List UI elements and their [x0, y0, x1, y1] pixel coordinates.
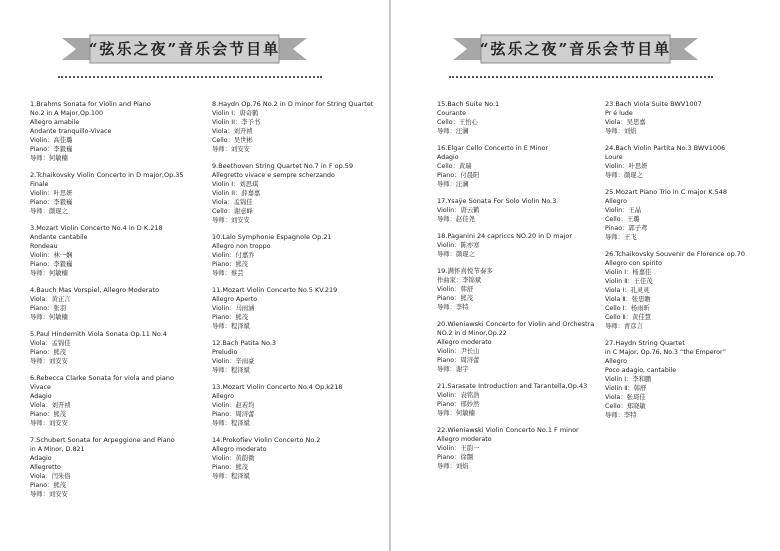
program-line: 导师：程泽斌	[212, 367, 250, 374]
program-line: 导师：程泽斌	[212, 420, 250, 427]
piece-title: 17.Ysaÿe Sonata For Solo Violin No.3	[437, 197, 557, 205]
program-item	[30, 286, 210, 322]
program-item	[30, 436, 210, 499]
program-line: Allegro non troppo	[212, 243, 271, 250]
program-line: Allegro moderato	[212, 446, 267, 453]
program-line: Allegro moderato	[437, 339, 492, 346]
piece-title: 1.Brahms Sonata for Violin and Piano	[30, 100, 151, 108]
program-line: Violin：马雨涵	[212, 305, 255, 312]
program-line: 导师：何敏楠	[437, 410, 475, 417]
piece-title: 8.Haydn Op.76 No.2 in D minor for String Quartet	[212, 100, 374, 108]
program-line: Violin：王韵一	[437, 445, 480, 452]
title-banner	[62, 34, 307, 64]
program-column-4	[605, 100, 780, 428]
program-line: Violin：袁铭浩	[437, 392, 480, 399]
piece-title: 9.Beethoven String Quartet No.7 in F op.59	[212, 162, 354, 170]
program-line: Cello：吴世彬	[212, 137, 253, 144]
program-line: Cello Ⅰ：杨雨昕	[605, 305, 650, 312]
program-line: NO.2 in d Minor,Op.22	[437, 330, 507, 337]
program-line: 导师：颜琨之	[437, 251, 475, 258]
program-line: Violin：王晶	[605, 207, 642, 214]
program-line: Violin：陈亦寒	[437, 242, 480, 249]
program-item	[212, 339, 392, 375]
program-item	[30, 224, 210, 278]
program-item	[30, 374, 210, 428]
program-item	[212, 233, 392, 278]
program-line: 导师：程泽斌	[212, 473, 250, 480]
program-item	[605, 250, 780, 331]
program-line: Violin I：刘思琪	[212, 181, 259, 188]
program-line: Preludio	[212, 349, 238, 356]
program-line: Poco adagio, cantabile	[605, 367, 677, 374]
program-line: Violin：赵若均	[212, 402, 255, 409]
program-line: Piano：李毅巍	[30, 261, 73, 268]
program-line: 导师：刘安安	[30, 358, 68, 365]
program-line: Piano：熊茂	[212, 464, 249, 471]
program-line: Violin：高佳璐	[30, 137, 73, 144]
program-line: 导师：王飞	[605, 234, 637, 241]
program-line: Violin：唐云鹤	[437, 207, 480, 214]
program-line: Loure	[605, 154, 623, 161]
program-line: Cello Ⅱ：黄佳慧	[605, 314, 651, 321]
piece-title: 4.Bauch Mas Vorspiel, Allegro Moderato	[30, 286, 160, 294]
program-line: Viola Ⅱ：张思瞻	[605, 296, 651, 303]
program-item	[437, 232, 617, 259]
program-line: Viola：刘开祯	[212, 128, 253, 135]
program-line: Andante tranquillo-Vivace	[30, 128, 112, 135]
program-line: 导师：刘安安	[212, 146, 250, 153]
program-item	[437, 426, 617, 471]
program-line: Pinao：郭子鸢	[605, 225, 648, 232]
piece-title: 26.Tchaikovsky Souvenir de Florence op.70	[605, 250, 746, 258]
program-line: Piano：付晨阳	[437, 172, 480, 179]
page-title: “弦乐之夜”音乐会节目单	[479, 40, 672, 58]
program-line: Viola：黄正言	[30, 296, 71, 303]
piece-title: 12.Bach Patita No.3	[212, 339, 277, 347]
program-line: Violin：韩舒	[437, 286, 474, 293]
program-item	[30, 100, 210, 163]
program-line: Violin Ⅱ：韩舒	[605, 385, 647, 392]
program-item	[605, 339, 780, 420]
program-line: Allegro Aperto	[212, 296, 258, 303]
program-column-3	[437, 100, 617, 479]
divider	[58, 76, 322, 78]
program-line: 导师：李特	[605, 412, 637, 419]
program-line: Violin：叶思妍	[30, 190, 73, 197]
program-line: 导师：青彦言	[605, 323, 643, 330]
program-line: Piano：徐翾	[437, 454, 474, 461]
program-line: Violin Ⅱ：王佳茂	[605, 278, 653, 285]
program-line: Adagio	[30, 393, 52, 400]
program-line: 导师：赵佳尧	[437, 216, 475, 223]
right-page	[391, 0, 780, 551]
program-line: Piano：熊茂	[30, 349, 67, 356]
piece-title: 27.Haydn String Quartet	[605, 339, 685, 347]
program-item	[30, 330, 210, 366]
piece-title: 7.Schubert Sonata for Arpeggione and Piano	[30, 436, 175, 444]
program-line: Andante cantabile	[30, 234, 88, 241]
piece-title: 25.Mozart Piano Trio in C major K.548	[605, 188, 728, 196]
program-line: 导师：何敏楠	[30, 314, 68, 321]
left-page	[0, 0, 389, 551]
piece-title: 6.Rebecca Clarke Sonata for viola and piano	[30, 374, 174, 382]
program-line: Cello：郑晓敏	[605, 403, 646, 410]
program-item	[437, 144, 617, 189]
program-line: Allegro con spirito	[605, 260, 662, 267]
program-line: Cello：谢意峰	[212, 208, 253, 215]
divider	[449, 76, 713, 78]
program-line: Piano：熊茂	[212, 261, 249, 268]
program-line: Viola Ⅰ：孔灵灵	[605, 287, 650, 294]
title-banner	[453, 34, 698, 64]
piece-title: 19.满怀喜悦节奏多	[437, 267, 493, 275]
program-line: Cello：王璐	[605, 216, 640, 223]
program-line: Violin：林一娴	[30, 252, 73, 259]
program-line: 导师：李特	[437, 304, 469, 311]
program-line: Piano：李毅巍	[30, 199, 73, 206]
piece-title: 13.Mozart Violin Concerto No.4 Op.k218	[212, 383, 343, 391]
program-item	[212, 286, 392, 331]
program-item	[437, 100, 617, 136]
program-line: 导师：刘安安	[212, 217, 250, 224]
program-line: Violin：黄韵微	[212, 455, 255, 462]
program-line: 导师：程泽斌	[212, 323, 250, 330]
program-item	[605, 188, 780, 242]
program-line: Piano：熊茂	[212, 314, 249, 321]
program-line: No.2 in A Major,Op.100	[30, 110, 103, 117]
program-line: 导师：颜琨之	[605, 172, 643, 179]
program-line: Allegretto	[30, 464, 61, 471]
program-item	[437, 267, 617, 312]
program-line: 导师：颜琨之	[30, 208, 68, 215]
program-line: Piano：张羽	[30, 305, 67, 312]
program-line: 导师：刘焰	[437, 463, 469, 470]
program-item	[605, 144, 780, 180]
program-line: Cello：黄瑞	[437, 163, 472, 170]
piece-title: 14.Prokofiev Violin Concerto No.2	[212, 436, 321, 444]
program-line: Violin I：唐奇鹤	[212, 110, 259, 117]
piece-title: 3.Mozart Violin Concerto No.4 in D K.218	[30, 224, 163, 232]
program-line: 导师：蔡芸	[212, 270, 244, 277]
piece-title: 10.Lalo Symphonie Espagnole Op.21	[212, 233, 332, 241]
program-line: Viola：闫朱俗	[30, 473, 71, 480]
program-line: Rondeau	[30, 243, 58, 250]
program-line: Piano：熊茂	[30, 482, 67, 489]
program-line: Viola：吴思嘉	[605, 119, 646, 126]
program-line: 导师：谢宇	[437, 366, 469, 373]
program-line: Allegro	[605, 198, 627, 205]
piece-title: 11.Mozart Violin Concerto No.5 KV.219	[212, 286, 338, 294]
program-item	[212, 436, 392, 481]
program-line: Allegro	[212, 393, 234, 400]
program-line: 导师：何敏楠	[30, 270, 68, 277]
program-line: Violin：付嘉乔	[212, 252, 255, 259]
program-column-1	[30, 100, 210, 507]
piece-title: 23.Bach Viola Suite BWV1007	[605, 100, 702, 108]
program-line: Viola：孟锦佳	[30, 340, 71, 347]
program-line: Adagio	[30, 455, 52, 462]
program-line: Piano：周浔蕾	[212, 411, 255, 418]
program-line: Pr é lude	[605, 110, 633, 117]
piece-title: 21.Sarasate Introduction and Tarantella,Op.43	[437, 382, 588, 390]
program-line: Violin II：薛嘉嘉	[212, 190, 261, 197]
piece-title: 20.Wieniawski Concerto for Violin and Orchestra	[437, 320, 595, 328]
program-line: Viola：张琦佳	[605, 394, 646, 401]
program-item	[437, 320, 617, 374]
program-item	[437, 382, 617, 418]
program-line: Piano：周浔蕾	[437, 357, 480, 364]
program-line: Vivace	[30, 384, 51, 391]
program-line: Violin：叶思妍	[605, 163, 648, 170]
piece-title: 2.Tchaikovsky Violin Concerto in D major,Op.35	[30, 171, 184, 179]
piece-title: 22.Wieniawski Violin Concerto No.1 F minor	[437, 426, 579, 434]
program-column-2	[212, 100, 392, 489]
program-line: 导师：刘安安	[30, 420, 68, 427]
program-item	[212, 162, 392, 225]
program-line: Piano：邢妙然	[437, 401, 480, 408]
program-line: Violin Ⅰ：李和鹏	[605, 376, 652, 383]
program-line: in C Major, Op.76, No.3 “the Emperor”	[605, 349, 727, 356]
program-line: 导师：汪澜	[437, 128, 469, 135]
page-title: “弦乐之夜”音乐会节目单	[88, 40, 281, 58]
program-line: Piano：熊茂	[437, 295, 474, 302]
program-line: Adagio	[437, 154, 459, 161]
program-line: 导师：刘安安	[30, 491, 68, 498]
program-line: 导师：汪澜	[437, 181, 469, 188]
program-line: Viola：孟锦佳	[212, 199, 253, 206]
program-line: Piano：李毅巍	[30, 146, 73, 153]
program-item	[605, 100, 780, 136]
program-item	[212, 100, 392, 154]
piece-title: 5.Paul Hindemith Viola Sonata Op.11 No.4	[30, 330, 167, 338]
program-line: Finale	[30, 181, 49, 188]
piece-title: 15.Bach Suite No.1	[437, 100, 500, 108]
program-line: Allegro	[605, 358, 627, 365]
program-line: Violin Ⅰ：杨嘉佳	[605, 269, 652, 276]
program-line: Violin II：李予书	[212, 119, 261, 126]
program-item	[30, 171, 210, 216]
program-line: 作曲家：李锦斌	[437, 277, 482, 284]
program-line: Cello：王怡心	[437, 119, 478, 126]
program-line: Violin：尹长山	[437, 348, 480, 355]
program-line: Allegro amabile	[30, 119, 80, 126]
piece-title: 18.Paganini 24 capriccs NO.20 in D major	[437, 232, 573, 240]
program-line: Viola：刘开祯	[30, 402, 71, 409]
piece-title: 16.Elgar Cello Concerto in E Minor	[437, 144, 549, 152]
program-line: Allegro moderato	[437, 436, 492, 443]
program-line: 导师：何敏楠	[30, 155, 68, 162]
program-line: Piano：熊茂	[30, 411, 67, 418]
piece-title: 24.Bach Violin Partita No.3 BWV1006	[605, 144, 726, 152]
program-item	[212, 383, 392, 428]
program-line: in A Minor, D.821	[30, 446, 85, 453]
program-item	[437, 197, 617, 224]
program-line: Courante	[437, 110, 467, 117]
program-line: 导师：刘焰	[605, 128, 637, 135]
program-line: Allegretto vivace e sempre scherzando	[212, 172, 335, 179]
program-line: Violin：辛雨豪	[212, 358, 255, 365]
